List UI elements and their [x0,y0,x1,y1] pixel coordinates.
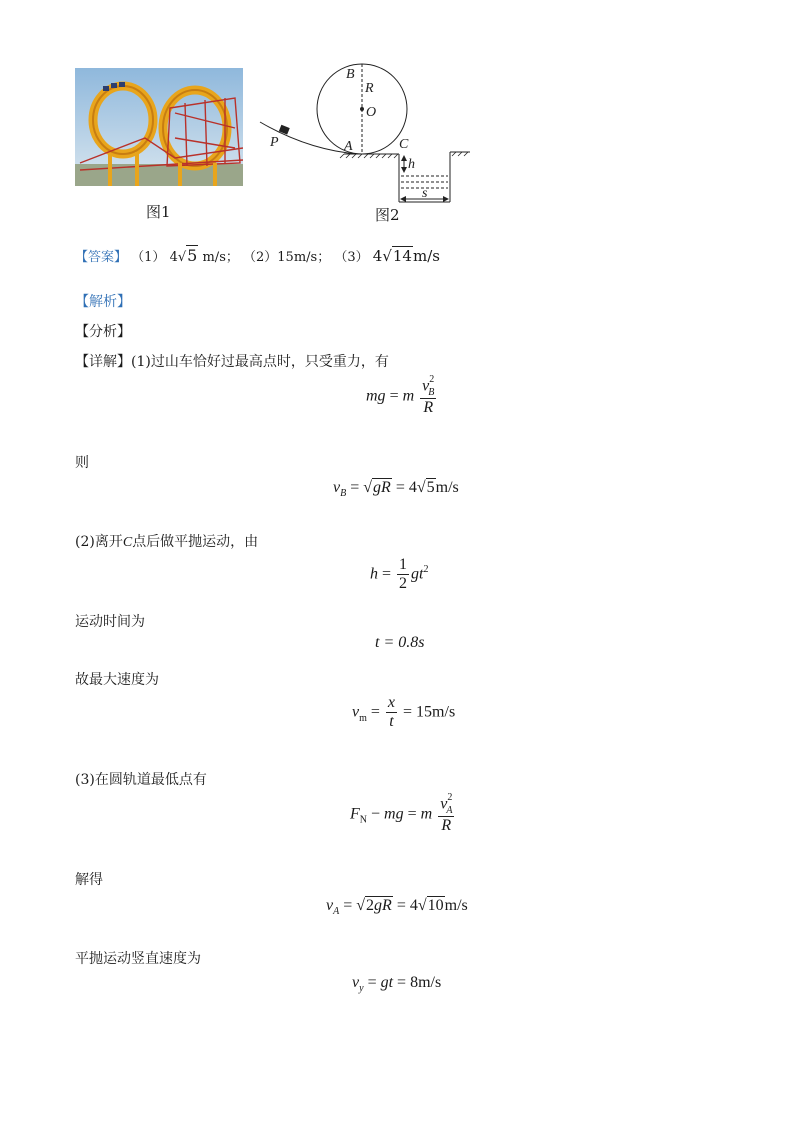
answer-part1-coef: 4 [169,250,178,265]
fig2-caption: 图2 [375,206,400,224]
label-B: B [346,67,355,82]
fig1-caption: 图1 [146,203,171,221]
answer-part3-radicand: 14 [392,247,412,265]
equation-time: t = 0.8s [375,634,425,651]
answer-part2: （2）15m/s； [243,250,331,265]
loop-track-diagram [258,60,478,210]
answer-line: 【答案】 （1） 4√5 m/s； （2）15m/s； （3） 4√14m/s [75,246,440,265]
label-O: O [366,105,377,120]
jiede-text: 解得 [75,872,103,888]
detail-line-2: (2)离开C点后做平抛运动，由 [75,534,259,550]
label-s: s [422,186,428,201]
label-R: R [365,81,374,96]
detail-line-1 [75,351,389,371]
equation-fall-height: h = $\frac{1}{2}$ $gt^2$ [370,556,429,593]
answer-part1-unit: m/s； [202,250,239,265]
answer-part3-coef: 4 [372,247,383,265]
answer-part1: （1） [131,250,166,265]
answer-label: 【答案】 [75,250,128,265]
analysis-label: 【解析】 [75,294,131,310]
label-h: h [408,157,415,172]
label-P: P [270,135,279,150]
equation-vy: $v_y$ = gt = 8m/s [352,974,442,995]
fenxi-label: 【分析】 [75,324,131,340]
ze-text: 则 [75,455,89,471]
equation-vA: $v_A = √2gR = 4√10m/s$ [326,897,468,918]
pingpao-text: 平抛运动竖直速度为 [75,951,201,967]
detail-label: 【详解】 [75,354,131,370]
detail-line-3: (3)在圆轨道最低点有 [75,772,207,788]
answer-part1-radicand: 5 [187,246,198,265]
roller-coaster-photo [75,68,243,186]
yundong-text: 运动时间为 [75,614,145,630]
equation-vmax: $v_m$ = $\frac{x}{t}$ = 15m/s [352,694,456,731]
answer-part3: （3） [334,250,369,265]
gu-text: 故最大速度为 [75,672,159,688]
label-A: A [344,139,353,154]
equation-bottom-force: $F_N$ − mg = m $\frac{v^2_A}{R}$ [350,792,453,835]
equation-centripetal-top: mg = m $\frac{v^2_B}{R}$ [366,374,435,417]
equation-vB: $v_B = √gR = 4√5m/s$ [333,479,459,500]
label-C: C [399,137,409,152]
detail-text-1: (1)过山车恰好过最高点时，只受重力，有 [131,354,389,370]
answer-part3-unit: m/s [412,247,440,265]
